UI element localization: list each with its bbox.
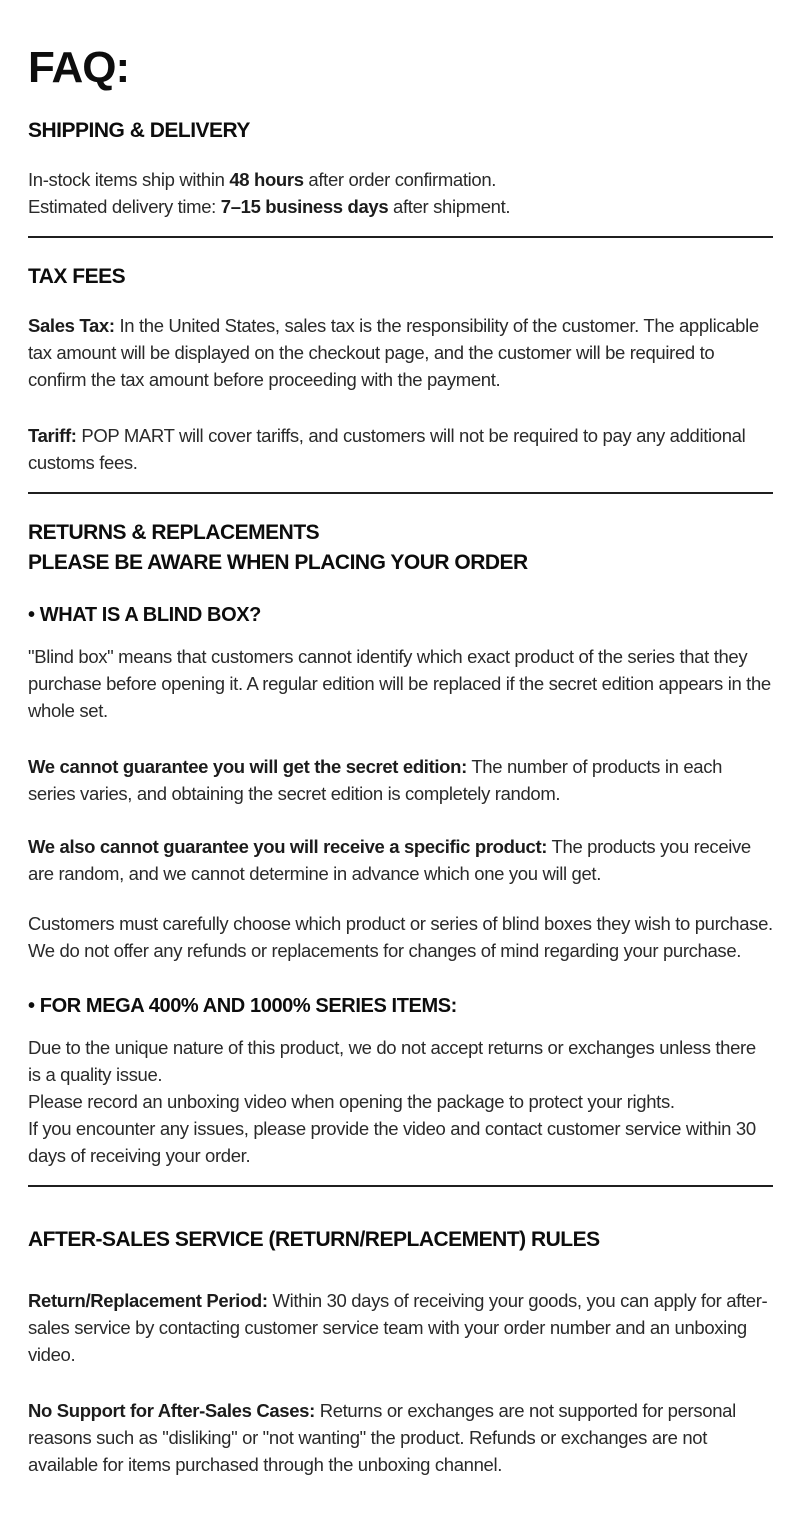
section-tax-fees <box>28 262 773 476</box>
mega-series-subheading: • FOR MEGA 400% AND 1000% SERIES ITEMS: <box>28 995 457 1017</box>
returns-heading-line-1: RETURNS & REPLACEMENTS <box>28 521 320 544</box>
text-run: In-stock items ship within <box>28 169 230 190</box>
returns-heading-line-2: PLEASE BE AWARE WHEN PLACING YOUR ORDER <box>28 551 528 574</box>
shipping-line-1 <box>28 166 773 193</box>
return-period-paragraph <box>28 1287 773 1368</box>
section-divider <box>28 1185 773 1187</box>
page-title: FAQ: <box>28 43 130 92</box>
text-run: The number of products in each series varies, and obtaining the secret edition is completely random. <box>28 756 723 804</box>
section-after-sales <box>28 1225 773 1478</box>
specific-product-label: We also cannot guarantee you will receive a specific product: <box>28 836 548 857</box>
shipping-paragraph <box>28 166 773 220</box>
sales-tax-label: Sales Tax: <box>28 315 115 336</box>
blind-box-paragraph: "Blind box" means that customers cannot identify which exact product of the series that they purchase before opening it. A regular edition will be replaced if the secret edition appears in the whole set. <box>28 646 771 721</box>
section-shipping <box>28 116 773 220</box>
text-run: POP MART will cover tariffs, and customers will not be required to pay any additional customs fees. <box>28 425 746 473</box>
section-divider <box>28 492 773 494</box>
tariff-label: Tariff: <box>28 425 77 446</box>
text-run-bold: 48 hours <box>229 169 304 190</box>
secret-edition-label: We cannot guarantee you will get the secret edition: <box>28 756 467 777</box>
return-period-label: Return/Replacement Period: <box>28 1290 268 1311</box>
text-run: Within 30 days of receiving your goods, you can apply for after-sales service by contacting customer service team with your order number and an unboxing video. <box>28 1290 768 1365</box>
mega-line-1: Due to the unique nature of this product, we do not accept returns or exchanges unless there is a quality issue. <box>28 1037 756 1085</box>
blind-box-subheading: • WHAT IS A BLIND BOX? <box>28 604 261 626</box>
section-divider <box>28 236 773 238</box>
secret-edition-paragraph <box>28 753 773 807</box>
mega-line-2: Please record an unboxing video when opening the package to protect your rights. <box>28 1091 675 1112</box>
mega-series-paragraph <box>28 1034 773 1169</box>
text-run: In the United States, sales tax is the responsibility of the customer. The applicable tax amount will be displayed on the checkout page, and the customer will be required to confirm the tax amount before proceeding with the payment. <box>28 315 759 390</box>
text-run: The products you receive are random, and we cannot determine in advance which one you will get. <box>28 836 751 884</box>
text-run: Estimated delivery time: <box>28 196 221 217</box>
sales-tax-paragraph <box>28 312 773 393</box>
shipping-line-2 <box>28 193 773 220</box>
shipping-heading: SHIPPING & DELIVERY <box>28 119 250 142</box>
returns-heading <box>28 518 773 578</box>
tax-fees-heading: TAX FEES <box>28 265 126 288</box>
text-run: after shipment. <box>388 196 511 217</box>
mega-line-3: If you encounter any issues, please provide the video and contact customer service within 30 days of receiving your order. <box>28 1118 756 1166</box>
text-run: after order confirmation. <box>303 169 497 190</box>
text-run: Returns or exchanges are not supported for personal reasons such as "disliking" or "not wanting" the product. Refunds or exchanges are not available for items purchased through the unboxing channel. <box>28 1400 736 1475</box>
text-run-bold: 7–15 business days <box>220 196 389 217</box>
specific-product-paragraph <box>28 833 773 887</box>
tariff-paragraph <box>28 422 773 476</box>
no-support-label: No Support for After-Sales Cases: <box>28 1400 315 1421</box>
section-returns <box>28 518 773 1169</box>
after-sales-heading: AFTER-SALES SERVICE (RETURN/REPLACEMENT) RULES <box>28 1228 600 1251</box>
choose-carefully-paragraph: Customers must carefully choose which product or series of blind boxes they wish to purchase. We do not offer any refunds or replacements for changes of mind regarding your purchase. <box>28 913 773 961</box>
no-support-paragraph <box>28 1397 773 1478</box>
